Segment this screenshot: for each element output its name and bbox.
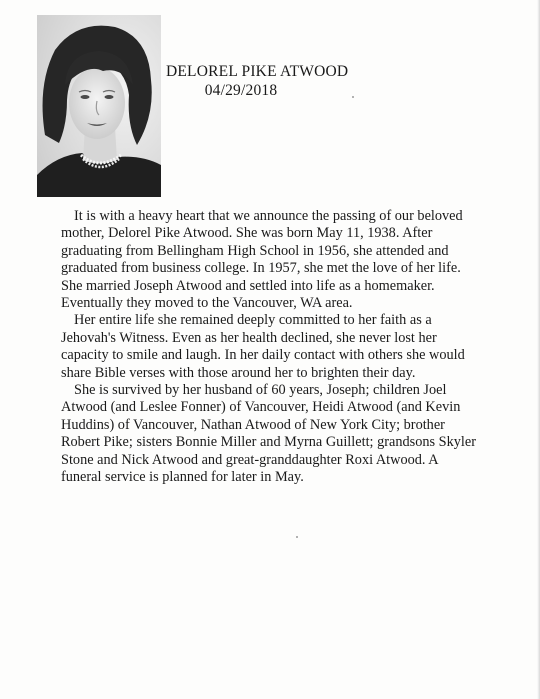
- scan-speck: [352, 96, 354, 98]
- paragraph-survivors: She is survived by her husband of 60 years, Joseph; children Joel Atwood (and Leslee Fonner) of Vancouver, Heidi Atwood (and Kevin Huddins) of Vancouver, Nathan Atwood of New York City; brother Robert Pike; sisters Bonnie Miller and Myrna Guillett; grandsons Skyler Stone and Nick Atwood and great-granddaughter Roxi Atwood. A funeral service is planned for later in May.: [61, 382, 476, 486]
- deceased-name: DELOREL PIKE ATWOOD: [166, 63, 349, 80]
- scan-speck: [296, 536, 298, 538]
- date: 04/29/2018: [204, 82, 278, 99]
- paragraph-faith: Her entire life she remained deeply committed to her faith as a Jehovah's Witness. Even as her health declined, she never lost her capacity to smile and laugh. In her daily contact with others she would share Bible verses with those around her to brighten their day.: [61, 312, 465, 381]
- portrait-photo: [37, 15, 161, 197]
- paragraph-announcement: It is with a heavy heart that we announce the passing of our beloved mother, Delorel Pike Atwood. She was born May 11, 1938. After graduating from Bellingham High School in 1956, she attended and graduated from business college. In 1957, she met the love of her life. She married Joseph Atwood and settled into life as a homemaker. Eventually they moved to the Vancouver, WA area.: [61, 208, 463, 312]
- obituary-text: [61, 208, 481, 487]
- obituary-heading: [166, 62, 349, 100]
